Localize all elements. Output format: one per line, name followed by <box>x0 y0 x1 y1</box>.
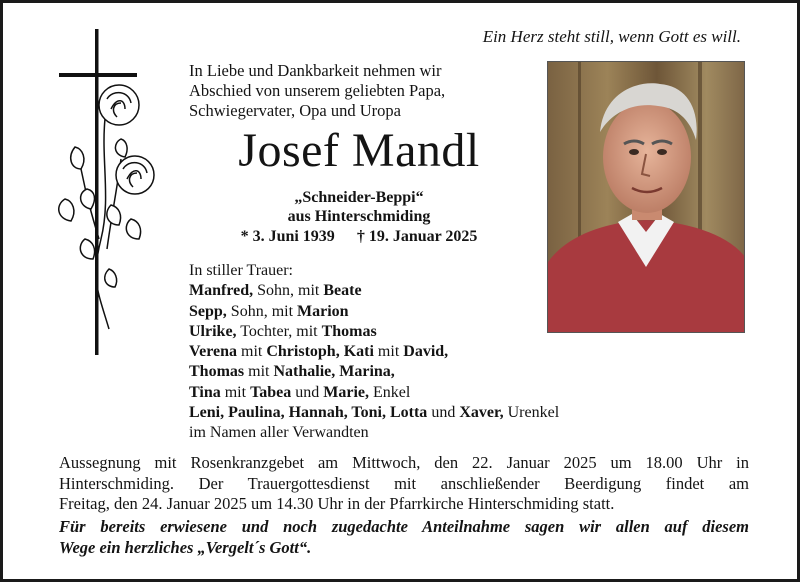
mourners-heading: In stiller Trauer: <box>189 262 293 279</box>
service-line: Freitag, den 24. Januar 2025 um 14.30 Uhr in der Pfarrkirche Hinterschmiding statt. <box>59 494 615 513</box>
mourner-line <box>189 383 669 403</box>
life-dates <box>189 227 529 247</box>
motto: Ein Herz steht still, wenn Gott es will. <box>482 27 741 46</box>
service-line: Hinterschmiding. Der Trauergottesdienst mit anschließender Beerdigung findet am <box>59 473 749 493</box>
mourner-relation: Urenkel <box>503 404 560 422</box>
mourner-line <box>189 362 669 382</box>
mourner-name: Tabea <box>250 383 292 401</box>
mourner-name: Thomas <box>189 363 245 381</box>
mourner-name: Leni, Paulina, Hannah, Toni, Lotta <box>189 404 428 422</box>
birth-date: * 3. Juni 1939 <box>240 228 335 245</box>
origin: aus Hinterschmiding <box>287 208 431 225</box>
mourner-line <box>189 281 669 301</box>
mourner-relation: und <box>291 383 324 401</box>
service-announcement <box>59 453 749 515</box>
mourner-relation: mit <box>244 363 274 381</box>
mourner-name: Ulrike, <box>189 322 237 340</box>
mourner-name: Nathalie, Marina, <box>273 363 395 381</box>
mourner-name: Xaver, <box>459 404 504 422</box>
mourner-name: David, <box>403 343 449 361</box>
mourner-relation: Sohn, mit <box>253 282 324 300</box>
thanks-line: Für bereits erwiesene und noch zugedachte Anteilnahme sagen wir allen auf diesem <box>59 517 749 536</box>
mourner-name: Marion <box>297 302 349 320</box>
mourner-line <box>189 322 669 342</box>
mourner-name: Beate <box>323 282 362 300</box>
mourner-relation: Sohn, mit <box>226 302 298 320</box>
mourner-relation: Enkel <box>369 383 411 401</box>
mourner-line <box>189 423 669 443</box>
service-line: Aussegnung mit Rosenkranzgebet am Mittwoch, den 22. Januar 2025 um 18.00 Uhr in <box>59 453 749 472</box>
mourner-relation: mit <box>220 383 251 401</box>
nickname: „Schneider-Beppi“ <box>294 189 424 206</box>
deceased-name: Josef Mandl <box>238 124 480 177</box>
mourner-name: Christoph, Kati <box>266 343 374 361</box>
mourner-name: Thomas <box>321 322 377 340</box>
mourner-name: Sepp, <box>189 302 227 320</box>
mourner-line <box>189 342 669 362</box>
intro-line: In Liebe und Dankbarkeit nehmen wir <box>189 61 442 80</box>
thanks-line: Wege ein herzliches „Vergelt´s Gott“. <box>59 537 312 557</box>
intro-text <box>189 61 529 121</box>
cross-with-roses-icon <box>51 29 161 359</box>
death-date: † 19. Januar 2025 <box>356 228 478 245</box>
intro-line: Abschied von unserem geliebten Papa, <box>189 81 446 100</box>
mourner-line <box>189 403 669 423</box>
mourner-name: Tina <box>189 383 221 401</box>
mourner-name: Manfred, <box>189 282 254 300</box>
mourner-relation: mit <box>237 343 267 361</box>
mourner-relation: im Namen aller Verwandten <box>189 424 369 442</box>
mourner-name: Verena <box>189 343 237 361</box>
intro-line: Schwiegervater, Opa und Uropa <box>189 101 401 120</box>
thanks-note <box>59 517 749 558</box>
mourner-relation: und <box>427 404 460 422</box>
deceased-details <box>189 188 529 226</box>
mourner-line <box>189 302 669 322</box>
mourner-relation: Tochter, mit <box>236 322 322 340</box>
mourners-list <box>189 261 669 444</box>
mourner-name: Marie, <box>323 383 370 401</box>
mourner-relation: mit <box>373 343 404 361</box>
